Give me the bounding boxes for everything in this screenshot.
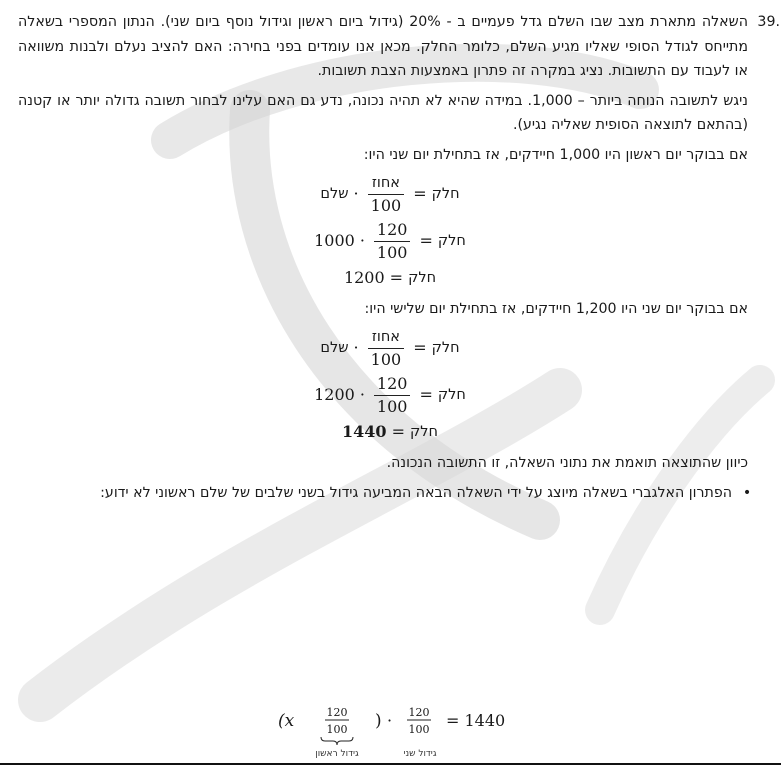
final-equation [0, 698, 781, 760]
fraction-120: $\frac{120}{100}$ [374, 373, 411, 418]
day3-intro: אם בבוקר יום שני היו 1,200 חיידקים, אז בתחילת יום שלישי היו: [364, 300, 748, 317]
eq-result: = 1440 [446, 711, 506, 730]
formula-general-2: חלק = $\frac{\text{אחוז}}{100}$ · שלם [18, 326, 762, 371]
day2-intro: אם בבוקר יום ראשון היו 1,000 חיידקים, אז בתחילת יום שני היו: [363, 146, 748, 163]
paragraph-intro: השאלה מתארת מצב שבו השלם גדל פעמיים ב - 20% (גידול ביום ראשון וגידול נוסף ביום שני). הנתון המספרי בשאלה מתייחס לגודל הסופי שאליו מגיע השלם, כלומר החלק. מכאן אנו עומדים בפני בחירה: האם להציב נעלם ולבנות משוואה או לעבוד עם התשובות. נציג במקרה זה פתרון באמצעות הצבת תשובות. [18, 14, 748, 79]
formula-step1: חלק = $\frac{120}{100}$ · 1000 [314, 220, 466, 262]
eq-num-2: 120 [408, 706, 430, 719]
eq-num-1: 120 [326, 706, 348, 719]
eq-den-1: 100 [326, 723, 348, 736]
fraction-percent: $\frac{\text{אחוז}}{100}$ [368, 326, 405, 371]
eq-dot: · [387, 711, 393, 730]
formula-step2: חלק = $\frac{120}{100}$ · 1200 [314, 374, 466, 416]
label-second-growth: גידול שני [403, 749, 437, 759]
bullet-text: הפתרון האלגברי בשאלה מיוצג על ידי השאלה הבאה המביעה גידול בשני שלבים של שלם ראשוני לא ידוע: [100, 485, 732, 501]
eq-open: (x [278, 711, 295, 731]
eq-den-2: 100 [408, 723, 430, 736]
formula-result1: חלק = 1200 [343, 268, 437, 287]
label-first-growth: גידול ראשון [315, 749, 359, 759]
eq-brace [321, 737, 353, 745]
question-number: 39. [757, 14, 780, 30]
conclusion: כיוון שהתוצאה תואמת את נתוני השאלה, זו התשובה הנכונה. [386, 454, 748, 471]
formula-result2: חלק = 1440 [342, 422, 438, 441]
solution-text [18, 10, 780, 506]
bullet-icon: • [742, 485, 752, 501]
eq-close: ) [375, 711, 382, 731]
paragraph-approach: ניגש לתשובה הנוחה ביותר – 1,000. במידה שהיא לא תהיה נכונה, נדע גם האם עלינו לבחור תשובה גדולה יותר או קטנה (בהתאם לתוצאה הסופית שאליה נגיע). [18, 92, 748, 133]
page-bottom-rule [0, 763, 781, 765]
fraction-percent: $\frac{\text{אחוז}}{100}$ [368, 172, 405, 217]
formula-general-1: חלק = $\frac{\text{אחוז}}{100}$ · שלם [18, 172, 762, 217]
fraction-120: $\frac{120}{100}$ [374, 219, 411, 264]
algebraic-bullet [18, 481, 762, 506]
